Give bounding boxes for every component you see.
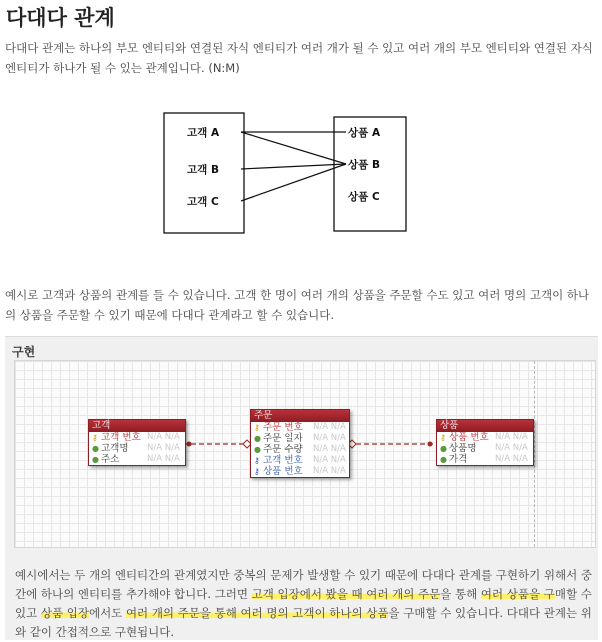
entity-attribute: ● 상품명 N/A N/A xyxy=(440,443,528,454)
diagram-left-item: 고객 A xyxy=(187,127,220,139)
relation-line xyxy=(241,132,346,164)
entity-attribute: ⚷ 고객 번호 N/A N/A xyxy=(92,432,180,443)
diagram-left-item: 고객 B xyxy=(187,164,219,176)
foreign-key-icon: ⚷ xyxy=(254,467,260,476)
entity-attribute: ● 주문 수량 N/A N/A xyxy=(254,444,346,455)
entity-attribute: ● 가격 N/A N/A xyxy=(440,454,528,465)
page-title: 다대다 관계 xyxy=(6,6,115,30)
key-icon: ⚷ xyxy=(254,423,260,432)
diagram-right-item: 상품 C xyxy=(348,191,380,203)
entity-attribute: ● 주소 N/A N/A xyxy=(92,454,180,465)
attribute-icon: ● xyxy=(254,434,261,443)
example-paragraph: 예시로 고객과 상품의 관계를 들 수 있습니다. 고객 한 명이 여러 개의 상품을 주문할 수도 있고 여러 명의 고객이 하나의 상품을 주문할 수 있기 때문에 다대다 관계라고 할 수 있습니다. xyxy=(5,288,590,322)
highlighted-text: 여러 상품을 구 xyxy=(480,587,555,601)
key-icon: ⚷ xyxy=(440,433,446,442)
implementation-section xyxy=(5,336,598,640)
implementation-paragraph: 예시에서는 두 개의 엔티티간의 관계였지만 중복의 문제가 발생할 수 있기 때문에 다대다 관계를 구현하기 위해서 중간에 하나의 엔티티를 추가해야 합니다. 그러면 고객 입장에서 봤을 때 여러 개의 주문을 통해 여러 상품을 구매할 수 있고 상품 입장에서도 여러 개의 주문을 통해 여러 명의 고객이 하나의 상품을 구매할 수 있습니다. 다대다 관계는 위와 같이 간접적으로 구현됩니다. xyxy=(15,568,592,639)
entity-attribute: ⚷ 상품 번호 N/A N/A xyxy=(254,466,346,477)
erd-canvas xyxy=(14,360,596,548)
entity-product-name: 상품 xyxy=(437,420,533,432)
attribute-icon: ● xyxy=(92,444,99,453)
relation-line xyxy=(241,164,346,169)
entity-order-name: 주문 xyxy=(251,410,349,422)
attribute-icon: ● xyxy=(92,455,99,464)
entity-customer[interactable] xyxy=(88,419,186,466)
implementation-title: 구현 xyxy=(12,345,36,359)
entity-customer-name: 고객 xyxy=(89,420,185,432)
attribute-icon: ● xyxy=(440,455,447,464)
foreign-key-icon: ⚷ xyxy=(254,456,260,465)
key-icon: ⚷ xyxy=(92,433,98,442)
entity-attribute: ⚷ 고객 번호 N/A N/A xyxy=(254,455,346,466)
highlighted-text: 상품 입장 xyxy=(40,606,89,620)
highlighted-text: 여러 개의 주문을 통해 여러 명의 고객이 하나의 상품 xyxy=(125,606,389,620)
entity-attribute: ⚷ 주문 번호 N/A N/A xyxy=(254,422,346,433)
diagram-left-item: 고객 C xyxy=(187,196,219,208)
attribute-icon: ● xyxy=(254,445,261,454)
mn-relationship-diagram xyxy=(160,112,420,236)
highlighted-text: 고객 입장에서 봤을 때 여러 개의 주문 xyxy=(251,587,441,601)
entity-attribute: ● 고객명 N/A N/A xyxy=(92,443,180,454)
entity-attribute: ● 주문 일자 N/A N/A xyxy=(254,433,346,444)
intro-paragraph: 다대다 관계는 하나의 부모 엔티티와 연결된 자식 엔티티가 여러 개가 될 수 있고 여러 개의 부모 엔티티와 연결된 자식 엔티티가 하나가 될 수 있는 관계입니다. (N:M) xyxy=(5,41,593,75)
entity-attribute: ⚷ 상품 번호 N/A N/A xyxy=(440,432,528,443)
attribute-icon: ● xyxy=(440,444,447,453)
relation-line xyxy=(241,164,346,201)
entity-product[interactable] xyxy=(436,419,534,466)
diagram-right-item: 상품 B xyxy=(348,159,380,171)
diagram-right-item: 상품 A xyxy=(348,127,381,139)
entity-order[interactable] xyxy=(250,409,350,478)
